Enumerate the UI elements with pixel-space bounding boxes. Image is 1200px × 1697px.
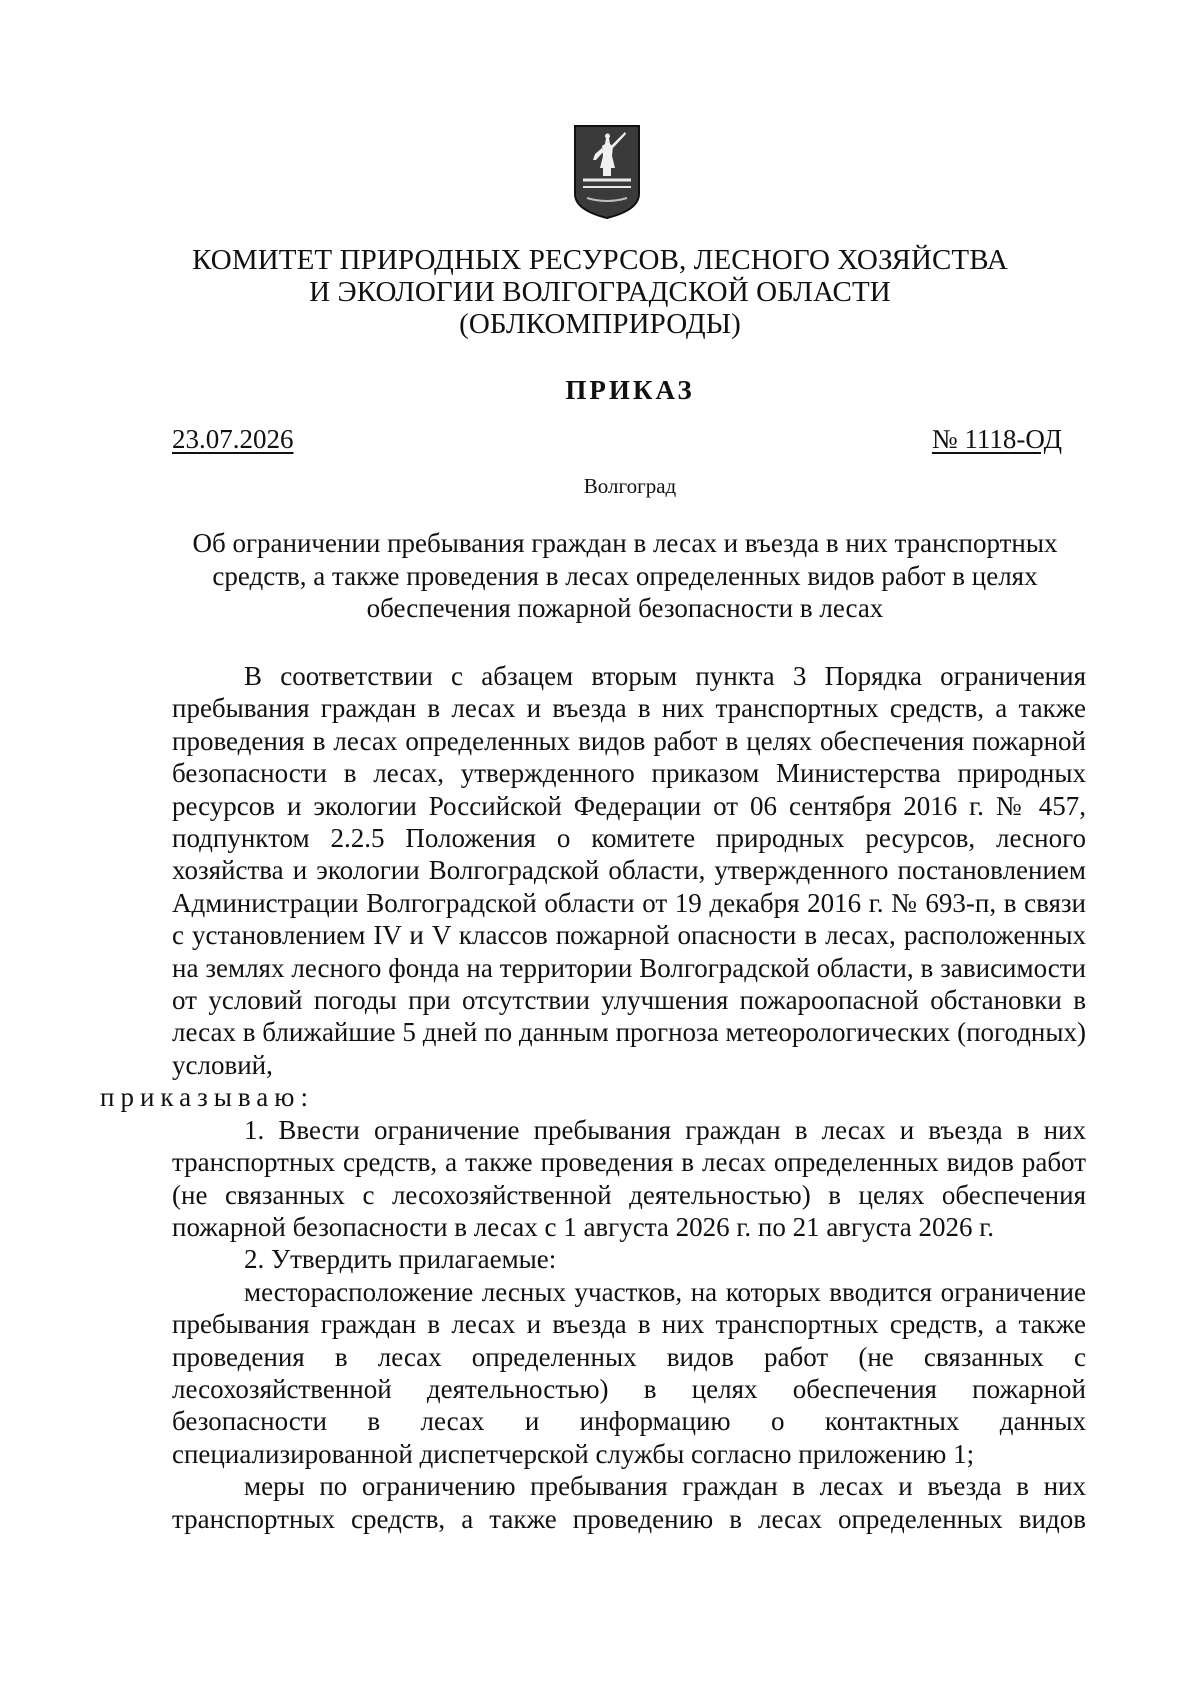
- item-2b-paragraph: меры по ограничению пребывания граждан в лесах и въезда в них транспортных средств, а также проведению в лесах определенных видов: [172, 1471, 1086, 1534]
- document-number: № 1118-ОД: [931, 424, 1062, 454]
- item-2-paragraph: 2. Утвердить прилагаемые:: [244, 1244, 557, 1275]
- organization-name-line: КОМИТЕТ ПРИРОДНЫХ РЕСУРСОВ, ЛЕСНОГО ХОЗЯЙСТВА: [192, 244, 1008, 276]
- order-word: приказываю:: [100, 1082, 314, 1113]
- item-1-paragraph: 1. Ввести ограничение пребывания граждан в лесах и въезда в них транспортных средств, а также проведения в лесах определенных видов работ (не связанных с лесохозяйственной деятельностью) в целях обеспечения пожарной безопасности в лесах с 1 августа 2026 г. по 21 августа 2026 г.: [172, 1114, 1086, 1242]
- organization-abbreviation: (ОБЛКОМПРИРОДЫ): [459, 308, 741, 340]
- document-date: 23.07.2026: [172, 424, 294, 454]
- coat-of-arms-icon: [573, 124, 641, 220]
- preamble-paragraph: [100, 660, 1086, 1114]
- preamble-text: В соответствии с абзацем вторым пункта 3 Порядка ограничения пребывания граждан в лесах и въезда в них транспортных средств, а также проведения в лесах определенных видов работ в целях обеспечения пожарной безопасности в лесах, утвержденного приказом Министерства природных ресурсов и экологии Российской Федерации от 06 сентября 2016 г. № 457, подпунктом 2.2.5 Положения о комитете природных ресурсов, лесного хозяйства и экологии Волгоградской области, утвержденного постановлением Администрации Волгоградской области от 19 декабря 2016 г. № 693-п, в связи с установлением IV и V классов пожарной опасности в лесах, расположенных на землях лесного фонда на территории Волгоградской области, в зависимости от условий погоды при отсутствии улучшения пожароопасной обстановки в лесах в ближайшие 5 дней по данным прогноза метеорологических (погодных) условий,: [172, 661, 1086, 1080]
- document-title: Об ограничении пребывания граждан в лесах и въезда в них транспортных средств, а также проведения в лесах определенных видов работ в целях обеспечения пожарной безопасности в лесах: [192, 528, 1058, 623]
- organization-name-line: И ЭКОЛОГИИ ВОЛГОГРАДСКОЙ ОБЛАСТИ: [309, 276, 891, 308]
- organization-name: [0, 244, 1200, 340]
- document-city: Волгоград: [583, 474, 677, 498]
- item-2a-paragraph: месторасположение лесных участков, на которых вводится ограничение пребывания граждан в лесах и въезда в них транспортных средств, а также проведения в лесах определенных видов работ (не связанных с лесохозяйственной деятельностью) в целях обеспечения пожарной безопасности в лесах и информацию о контактных данных специализированной диспетчерской службы согласно приложению 1;: [172, 1276, 1086, 1469]
- document-type: ПРИКАЗ: [565, 375, 695, 405]
- document-body: [100, 660, 1086, 1535]
